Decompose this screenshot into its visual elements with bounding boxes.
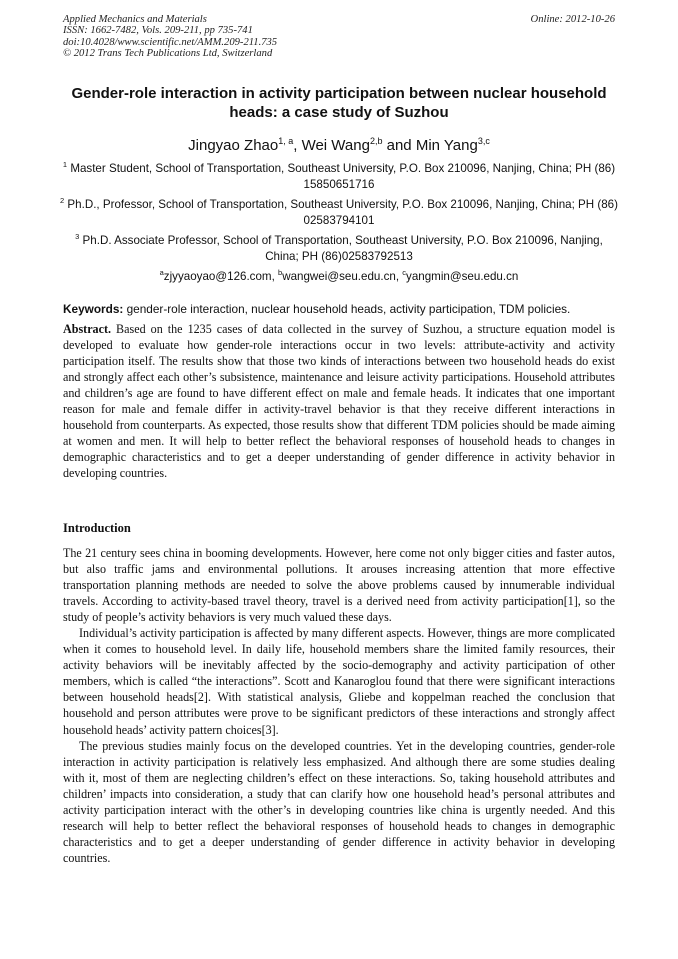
journal-copyright: © 2012 Trans Tech Publications Ltd, Switzerland	[63, 48, 273, 60]
introduction-body	[63, 545, 615, 866]
affiliation-text: Master Student, School of Transportation, Southeast University, P.O. Box 210096, Nanjing, China; PH (86) 15850651716	[70, 162, 616, 191]
email-link[interactable]: wangwei@seu.edu.cn	[282, 270, 396, 283]
abstract-label: Abstract.	[63, 322, 112, 336]
paper-title: Gender-role interaction in activity participation between nuclear household heads: a case study of Suzhou	[71, 85, 607, 121]
keywords-label: Keywords:	[63, 302, 124, 316]
email-mark: c	[402, 268, 407, 277]
affiliation-number: 2	[60, 196, 65, 205]
paragraph: Individual’s activity participation is affected by many different aspects. However, things are more complicated when it comes to household level. In daily life, household members share the limited family resources, their activity behaviors will be inevitably affected by the socio-demography and activity participation of other members, which is called “the interactions”. Scott and Kanaroglou found that there were significant interactions between household heads[2]. With statistical analysis, Gliebe and koppelman reached the conclusion that household and person attributes were prove to be significant predictors of these interactions and strongly affect household heads’ activity pattern choices[3].	[63, 626, 615, 737]
paragraph: The previous studies mainly focus on the developed countries. Yet in the developing countries, gender-role interaction in activity participation is relatively less emphasized. And although there are some studies dealing with it, most of them are neglecting children’s effect on these interactions. So, taking household attributes and children’ impacts into consideration, a study that can clarify how one household head’s personal attributes and activity participation interact with the other’s in developing countries like china is urgently needed. And this research will help to better reflect the behavioral responses of household heads to changes in demographic characteristics and to get a deeper understanding of gender difference in activity behavior in developing countries.	[63, 738, 615, 865]
author-separator: ,	[293, 137, 298, 154]
affiliation-text: Ph.D., Professor, School of Transportation, Southeast University, P.O. Box 210096, Nanjing, China; PH (86) 02583794101	[67, 198, 618, 227]
abstract-text: Based on the 1235 cases of data collected in the survey of Suzhou, a structure equation model is developed to evaluate how gender-role interactions occur in two levels: attribute-activity and activity participation itself. The results show that those two kinds of interactions between two household heads do exist and strongly affect each other’s subsistence, maintenance and leisure activity participations. Household attributes and children’s age are found to have different effect on male and female heads. It indicates that one important reason for male and female differ in activity-travel behavior is that they receive different interactions in household from counterparts. As expected, those results show that different TDM policies should be made aiming at women and men. It will help to better reflect the behavioral responses of household heads to changes in demographic characteristics and to get a deeper understanding of gender difference in activity behavior in developing countries.	[63, 322, 615, 481]
author-name: Wei Wang	[301, 137, 370, 154]
email-separator: ,	[271, 270, 279, 283]
section-heading-introduction: Introduction	[63, 521, 131, 535]
online-date: Online: 2012-10-26	[530, 14, 615, 25]
affiliation-text: Ph.D. Associate Professor, School of Transportation, Southeast University, P.O. Box 210096, Nanjing, China; PH (86)02583792513	[82, 234, 603, 263]
affiliation-2	[60, 193, 618, 228]
journal-doi: doi:10.4028/www.scientific.net/AMM.209-211.735	[63, 36, 278, 48]
affiliation-3	[60, 229, 618, 264]
email-mark: b	[278, 268, 283, 277]
author-affiliation-mark: 3,c	[477, 136, 490, 146]
email-link[interactable]: zjyyaoyao@126.com	[163, 270, 272, 283]
journal-header	[63, 14, 615, 60]
affiliation-1	[60, 157, 618, 192]
affiliation-number: 3	[75, 232, 80, 241]
keywords-text: gender-role interaction, nuclear household heads, activity participation, TDM policies.	[123, 302, 571, 316]
email-link[interactable]: yangmin@seu.edu.cn	[406, 270, 519, 283]
email-mark: a	[159, 268, 164, 277]
paragraph: The 21 century sees china in booming developments. However, here come not only bigger cities and faster autos, but also traffic jams and environmental pollutions. It arouses increasing attention that more effective transportation planning methods are needed to solve the above problems caused by innumerable individual travels. According to activity-based travel theory, travel is a derived need from activity participation[1], so the study of people’s activity behaviors is very much valued these days.	[63, 546, 615, 625]
author-affiliation-mark: 1, a	[278, 136, 294, 146]
affiliation-number: 1	[62, 160, 68, 169]
abstract	[63, 321, 615, 481]
keywords	[63, 302, 619, 317]
email-separator: ,	[395, 270, 403, 283]
author-name: Jingyao Zhao	[188, 137, 279, 154]
author-name: Min Yang	[415, 137, 478, 154]
journal-name: Applied Mechanics and Materials	[63, 14, 207, 25]
author-affiliation-mark: 2,b	[369, 136, 383, 146]
author-list	[60, 132, 618, 155]
email-list	[60, 265, 618, 284]
author-separator: and	[382, 137, 412, 154]
journal-issn: ISSN: 1662-7482, Vols. 209-211, pp 735-741	[63, 25, 253, 37]
